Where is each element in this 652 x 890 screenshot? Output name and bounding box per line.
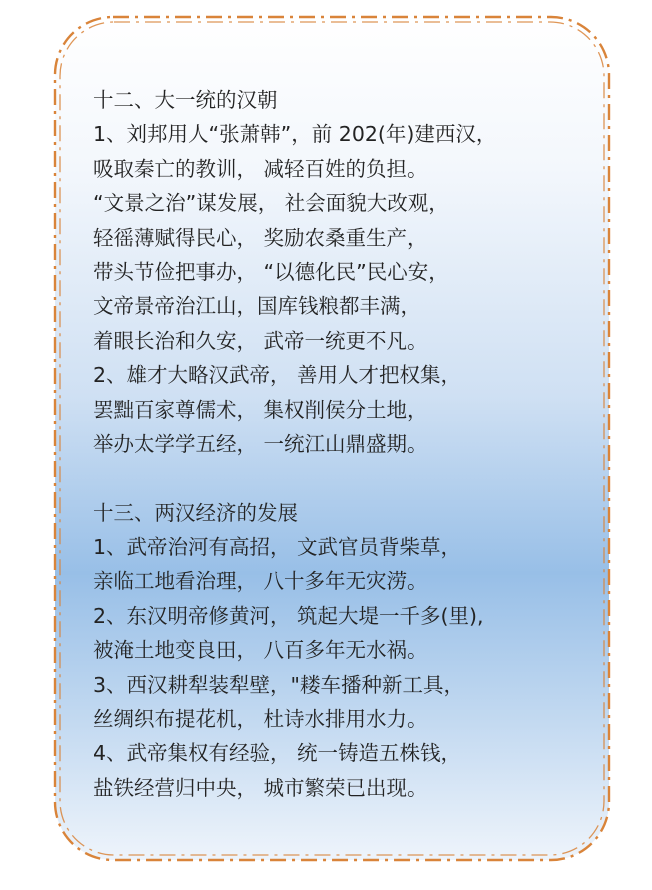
text-line: 轻徭薄赋得民心， 奖励农桑重生产，	[93, 225, 428, 250]
text-line: 2、雄才大略汉武帝， 善用人才把权集，	[93, 363, 462, 388]
text-line: 带头节俭把事办， “以德化民”民心安，	[93, 259, 449, 284]
text-line: 1、武帝治河有高招， 文武官员背柴草，	[93, 535, 462, 560]
text-line: 4、武帝集权有经验， 统一铸造五株钱，	[93, 741, 462, 766]
text-line: 举办太学学五经， 一统江山鼎盛期。	[93, 431, 428, 456]
text-line: “文景之治”谋发展， 社会面貌大改观，	[93, 191, 449, 216]
text-line: 着眼长治和久安， 武帝一统更不凡。	[93, 328, 428, 353]
section-title: 十二、大一统的汉朝	[93, 88, 278, 112]
text-line: 2、东汉明帝修黄河， 筑起大堤一千多(里),	[93, 603, 484, 628]
text-line: 盐铁经营归中央， 城市繁荣已出现。	[93, 775, 428, 800]
text-line: 罢黜百家尊儒术， 集权削侯分土地，	[93, 397, 428, 422]
text-line: 丝绸织布提花机， 杜诗水排用水力。	[93, 707, 428, 732]
text-line: 吸取秦亡的教训， 减轻百姓的负担。	[93, 156, 428, 181]
text-line: 被淹土地变良田， 八百多年无水祸。	[93, 638, 428, 663]
text-line: 亲临工地看治理， 八十多年无灾涝。	[93, 569, 428, 594]
section-title: 十三、两汉经济的发展	[93, 500, 298, 525]
text-line: 1、刘邦用人“张萧韩”，前 202(年)建西汉，	[93, 122, 497, 147]
text-line: 3、西汉耕犁装犁壁，"耧车播种新工具，	[93, 672, 464, 697]
section-gap	[93, 461, 613, 495]
text-line: 文帝景帝治江山，国库钱粮都丰满，	[93, 294, 421, 319]
text-content	[93, 83, 613, 805]
